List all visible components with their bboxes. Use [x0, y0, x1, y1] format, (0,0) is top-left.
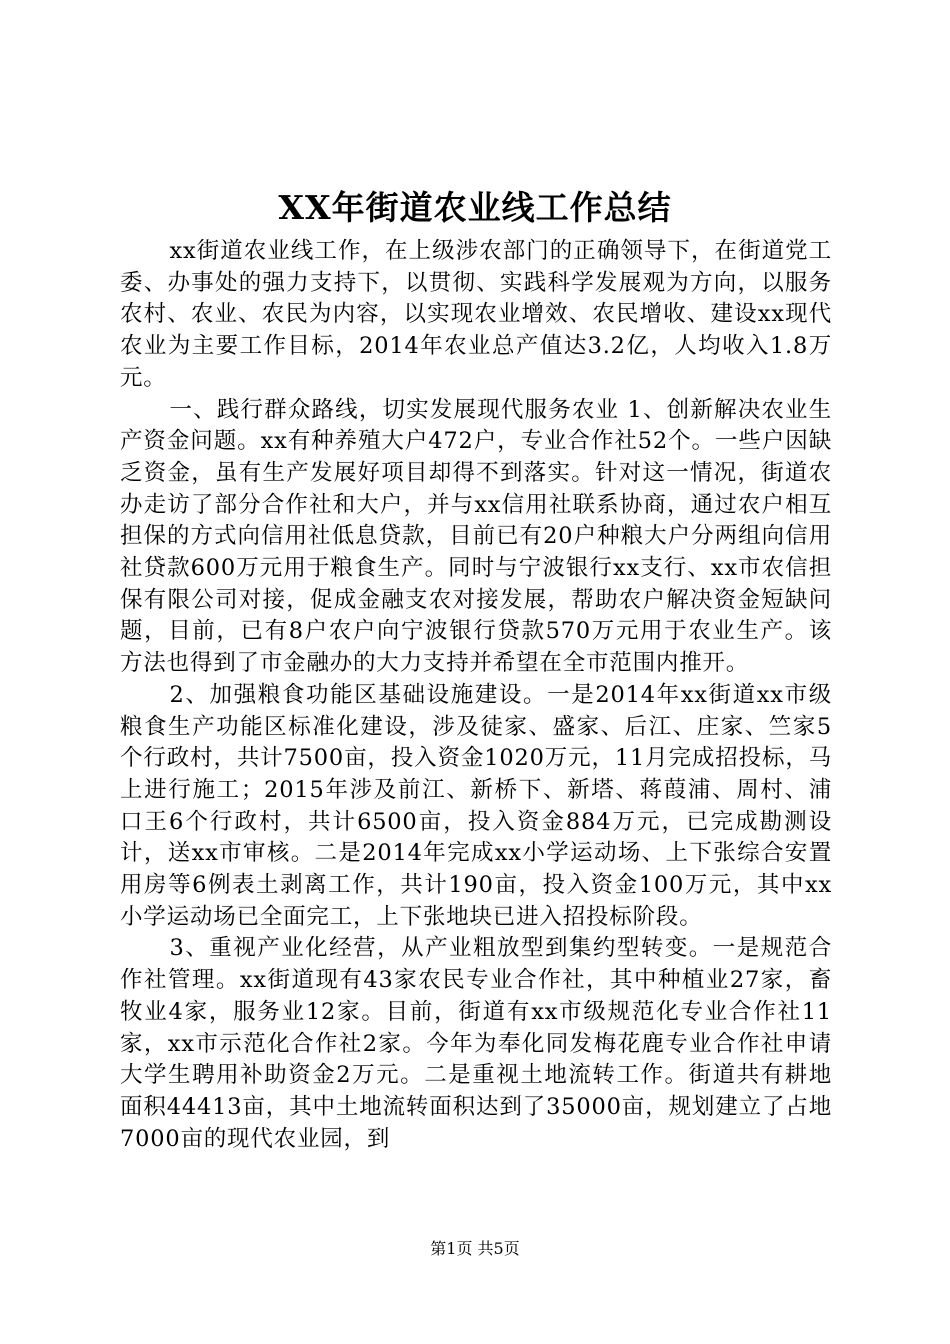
page-footer: 第1页 共5页: [430, 1239, 520, 1258]
document-body: [120, 236, 832, 1155]
paragraph-intro: xx街道农业线工作，在上级涉农部门的正确领导下，在街道党工委、办事处的强力支持下，以贯彻、实践科学发展观为方向，以服务农村、农业、农民为内容，以实现农业增效、农民增收、建设xx现代农业为主要工作目标，2014年农业总产值达3.2亿，人均收入1.8万元。: [120, 238, 832, 391]
paragraph-section-3: 3、重视产业化经营，从产业粗放型到集约型转变。一是规范合作社管理。xx街道现有43家农民专业合作社，其中种植业27家，畜牧业4家，服务业12家。目前，街道有xx市级规范化专业合作社11家，xx市示范化合作社2家。今年为奉化同发梅花鹿专业合作社申请大学生聘用补助资金2万元。二是重视土地流转工作。街道共有耕地面积44413亩，其中土地流转面积达到了35000亩，规划建立了占地7000亩的现代农业园，到: [120, 935, 832, 1152]
paragraph-section-2: 2、加强粮食功能区基础设施建设。一是2014年xx街道xx市级粮食生产功能区标准化建设，涉及徒家、盛家、后江、庄家、竺家5个行政村，共计7500亩，投入资金1020万元，11月完成招投标，马上进行施工；2015年涉及前江、新桥下、新塔、蒋葭浦、周村、浦口王6个行政村，共计6500亩，投入资金884万元，已完成勘测设计，送xx市审核。二是2014年完成xx小学运动场、上下张综合安置用房等6例表土剥离工作，共计190亩，投入资金100万元，其中xx小学运动场已全面完工，上下张地块已进入招投标阶段。: [120, 681, 832, 930]
document-title: XX年街道农业线工作总结: [278, 188, 672, 227]
paragraph-section-1: 一、践行群众路线，切实发展现代服务农业 1、创新解决农业生产资金问题。xx有种养殖大户472户，专业合作社52个。一些户因缺乏资金，虽有生产发展好项目却得不到落实。针对这一情况，街道农办走访了部分合作社和大户，并与xx信用社联系协商，通过农户相互担保的方式向信用社低息贷款，目前已有20户种粮大户分两组向信用社贷款600万元用于粮食生产。同时与宁波银行xx支行、xx市农信担保有限公司对接，促成金融支农对接发展，帮助农户解决资金短缺问题，目前，已有8户农户向宁波银行贷款570万元用于农业生产。该方法也得到了市金融办的大力支持并希望在全市范围内推开。: [120, 396, 832, 677]
